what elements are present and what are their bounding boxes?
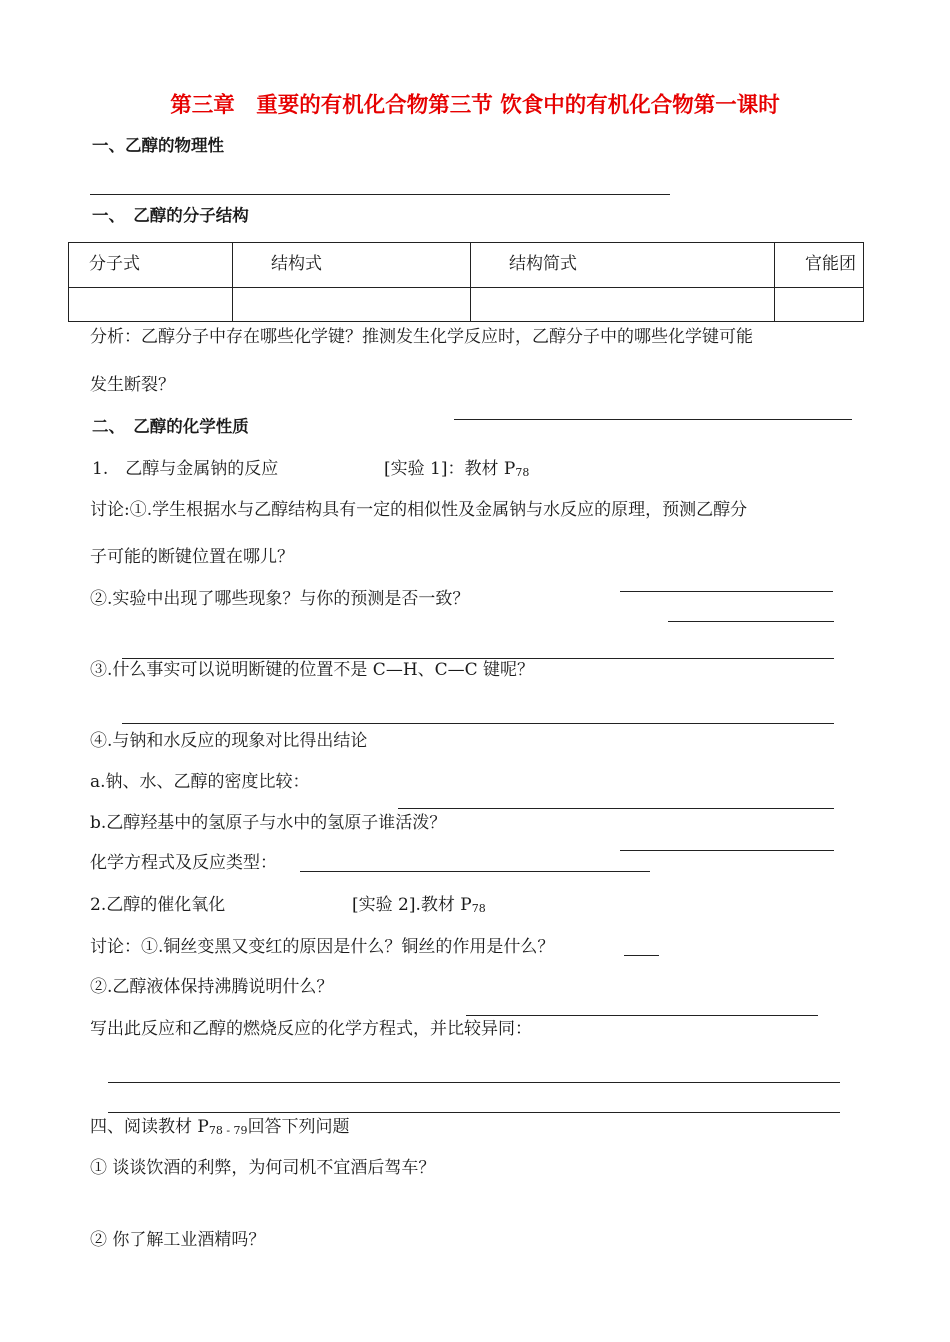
answer-line [122, 723, 834, 724]
write-equation-prompt: 写出此反应和乙醇的燃烧反应的化学方程式，并比较异同： [90, 1019, 532, 1039]
answer-line [454, 419, 852, 420]
table-header-cell: 分子式 [69, 243, 233, 288]
question-a: a.钠、水、乙醇的密度比较： [90, 772, 310, 792]
question-2: ②.实验中出现了哪些现象？与你的预测是否一致？ [90, 589, 470, 609]
discussion-text: 讨论:①.学生根据水与乙醇结构具有一定的相似性及金属钠与水反应的原理，预测乙醇分 [90, 500, 748, 520]
answer-line [668, 621, 834, 622]
answer-line [398, 808, 834, 809]
page-title: 第三章 重要的有机化合物第三节 饮食中的有机化合物第一课时 [170, 93, 780, 118]
question-4: ④.与钠和水反应的现象对比得出结论 [90, 731, 368, 751]
question-b: b.乙醇羟基中的氢原子与水中的氢原子谁活泼？ [90, 813, 447, 833]
experiment-ref-2: [实验 2].教材 $P_{78}$ [352, 895, 486, 915]
section-molecular-structure: 一、 乙醇的分子结构 [92, 206, 249, 225]
answer-line [624, 955, 659, 956]
reading-question-1: ① 谈谈饮酒的利弊，为何司机不宜酒后驾车？ [90, 1158, 436, 1178]
analysis-text-cont: 发生断裂？ [90, 375, 175, 395]
section-chemical-properties: 二、 乙醇的化学性质 [92, 417, 249, 436]
analysis-text: 分析：乙醇分子中存在哪些化学键？推测发生化学反应时，乙醇分子中的哪些化学键可能 [90, 327, 753, 347]
discussion-2-question: ②.乙醇液体保持沸腾说明什么？ [90, 977, 334, 997]
question-3: ③.什么事实可以说明断键的位置不是 C—H、C—C 键呢？ [90, 660, 535, 680]
structure-table [68, 242, 864, 322]
table-cell [775, 288, 864, 322]
discussion-2-text: 讨论：①.铜丝变黑又变红的原因是什么？铜丝的作用是什么？ [90, 937, 555, 957]
answer-line [300, 871, 650, 872]
answer-line [90, 194, 670, 195]
item-catalytic-oxidation: 2.乙醇的催化氧化 [90, 895, 226, 915]
section-reading: 四、阅读教材 $P_{78 - 79}$回答下列问题 [90, 1117, 350, 1137]
discussion-text-cont: 子可能的断键位置在哪儿？ [90, 547, 294, 567]
item-sodium-reaction: 1. 乙醇与金属钠的反应 [92, 459, 279, 479]
equation-label: 化学方程式及反应类型： [90, 853, 277, 873]
answer-line [108, 1112, 840, 1113]
answer-line [466, 1015, 818, 1016]
table-cell [233, 288, 471, 322]
section-physical-properties: 一、乙醇的物理性 [92, 136, 224, 155]
experiment-ref-1: [实验 1]：教材 $P_{78}$ [384, 459, 530, 479]
table-header-cell: 结构式 [233, 243, 471, 288]
answer-line [108, 1082, 840, 1083]
table-cell [69, 288, 233, 322]
table-header-cell: 结构简式 [471, 243, 775, 288]
answer-line [620, 850, 834, 851]
answer-line [620, 591, 833, 592]
table-header-cell: 官能团 [775, 243, 864, 288]
table-cell [471, 288, 775, 322]
reading-question-2: ② 你了解工业酒精吗？ [90, 1230, 266, 1250]
